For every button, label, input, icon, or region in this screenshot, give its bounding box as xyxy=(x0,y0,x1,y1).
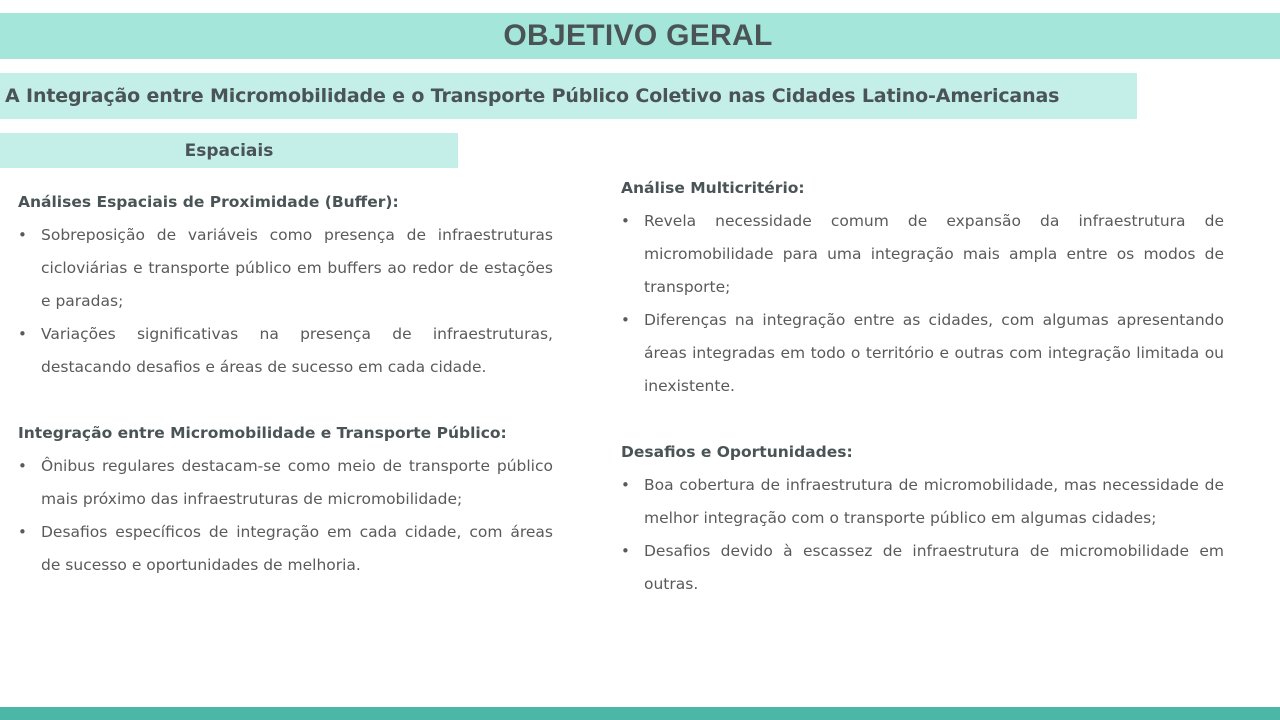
bullet-icon: • xyxy=(621,212,630,230)
content-block xyxy=(621,436,1224,601)
bullet-icon: • xyxy=(621,476,630,494)
block-heading: Integração entre Micromobilidade e Transporte Público: xyxy=(18,424,507,442)
block-heading: Análise Multicritério: xyxy=(621,179,805,197)
page-title: OBJETIVO GERAL xyxy=(503,19,773,52)
right-column xyxy=(621,172,1224,601)
bullet-icon: • xyxy=(18,457,27,475)
bullet-item xyxy=(18,219,553,318)
bullet-text: Revela necessidade comum de expansão da infraestrutura de micromobilidade para uma integração mais ampla entre os modos de transporte; xyxy=(644,212,1224,296)
bullet-item xyxy=(18,450,553,516)
subtitle-banner xyxy=(0,73,1137,119)
bullet-list xyxy=(621,205,1224,403)
bullet-list xyxy=(18,219,553,384)
bullet-list xyxy=(621,469,1224,601)
bullet-text: Desafios devido à escassez de infraestrutura de micromobilidade em outras. xyxy=(644,542,1224,593)
bullet-text: Desafios específicos de integração em cada cidade, com áreas de sucesso e oportunidades de melhoria. xyxy=(41,523,553,574)
bullet-item xyxy=(621,469,1224,535)
footer-bar xyxy=(0,707,1280,720)
bullet-text: Boa cobertura de infraestrutura de micromobilidade, mas necessidade de melhor integração com o transporte público em algumas cidades; xyxy=(644,476,1224,527)
bullet-item xyxy=(621,304,1224,403)
bullet-item xyxy=(621,535,1224,601)
bullet-icon: • xyxy=(621,542,630,560)
content-block xyxy=(18,417,553,582)
block-heading: Análises Espaciais de Proximidade (Buffer): xyxy=(18,193,399,211)
bullet-text: Ônibus regulares destacam-se como meio de transporte público mais próximo das infraestruturas de micromobilidade; xyxy=(41,457,553,508)
title-banner xyxy=(0,13,1280,59)
bullet-text: Variações significativas na presença de infraestruturas, destacando desafios e áreas de sucesso em cada cidade. xyxy=(41,325,553,376)
bullet-icon: • xyxy=(18,226,27,244)
page-subtitle: A Integração entre Micromobilidade e o Transporte Público Coletivo nas Cidades Latino-Americanas xyxy=(5,85,1060,107)
left-column xyxy=(18,186,553,582)
bullet-text: Sobreposição de variáveis como presença de infraestruturas cicloviárias e transporte público em buffers ao redor de estações e paradas; xyxy=(41,226,553,310)
bullet-icon: • xyxy=(621,311,630,329)
bullet-list xyxy=(18,450,553,582)
section-label-banner xyxy=(0,133,458,168)
bullet-icon: • xyxy=(18,523,27,541)
bullet-icon: • xyxy=(18,325,27,343)
bullet-item xyxy=(621,205,1224,304)
content-block xyxy=(18,186,553,384)
bullet-text: Diferenças na integração entre as cidades, com algumas apresentando áreas integradas em todo o território e outras com integração limitada ou inexistente. xyxy=(644,311,1224,395)
content-block xyxy=(621,172,1224,403)
bullet-item xyxy=(18,318,553,384)
bullet-item xyxy=(18,516,553,582)
section-label: Espaciais xyxy=(184,140,274,161)
block-heading: Desafios e Oportunidades: xyxy=(621,443,853,461)
